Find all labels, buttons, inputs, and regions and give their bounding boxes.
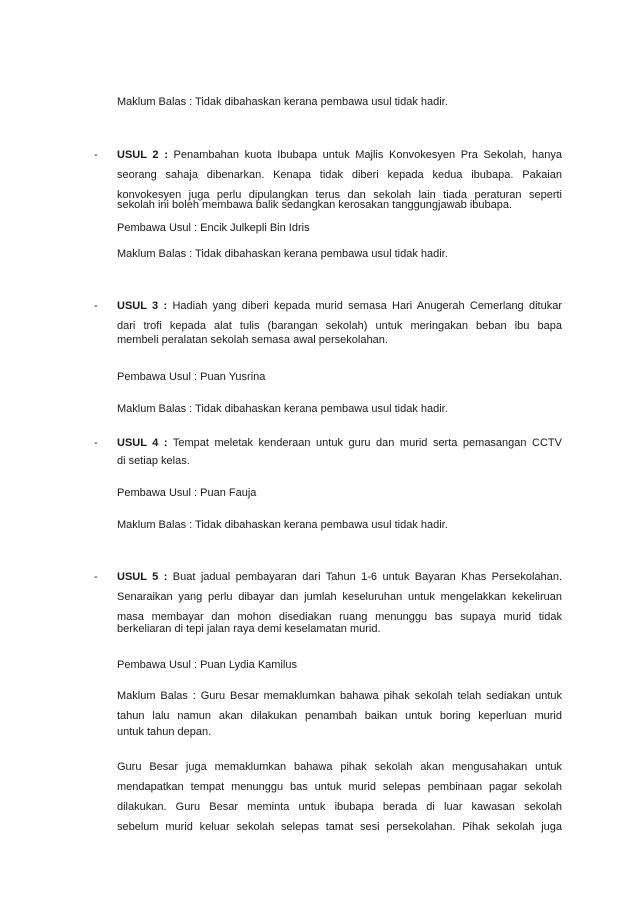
top-feedback: Maklum Balas : Tidak dibahaskan kerana pembawa usul tidak hadir. — [117, 96, 448, 108]
usul-3-line-2: dari trofi kepada alat tulis (barangan sekolah) untuk meringakan beban ibu bapa — [117, 320, 562, 332]
usul-4-proposer: Pembawa Usul : Puan Fauja — [117, 487, 257, 499]
usul-3-line-1-text: Hadiah yang diberi kepada murid semasa Hari Anugerah Cemerlang ditukar — [172, 300, 562, 312]
usul-3-proposer: Pembawa Usul : Puan Yusrina — [117, 371, 266, 383]
usul-4-feedback: Maklum Balas : Tidak dibahaskan kerana pembawa usul tidak hadir. — [117, 519, 448, 531]
usul-5-feedback-line-2: tahun lalu namun akan dilakukan penambah baikan untuk boring keperluan murid — [117, 710, 562, 722]
usul-2-feedback: Maklum Balas : Tidak dibahaskan kerana pembawa usul tidak hadir. — [117, 248, 448, 260]
usul-2-line-1-text: Penambahan kuota Ibubapa untuk Majlis Konvokesyen Pra Sekolah, hanya — [173, 149, 562, 161]
usul-2-line-2: seorang sahaja dibenarkan. Kenapa tidak diberi kepada kedua ibubapa. Pakaian — [117, 169, 562, 181]
usul-5-line-1 — [117, 567, 562, 587]
usul-5-line-2: Senaraikan yang perlu dibayar dan jumlah keseluruhan untuk mengelakkan kekeliruan — [117, 591, 562, 603]
usul-3-line-1 — [117, 296, 562, 316]
usul-5-line-1-text: Buat jadual pembayaran dari Tahun 1-6 untuk Bayaran Khas Persekolahan. — [172, 571, 562, 583]
usul-4-heading: USUL 4 : — [117, 437, 168, 449]
usul-4-line-1-text: Tempat meletak kenderaan untuk guru dan murid serta pemasangan CCTV — [172, 437, 562, 449]
usul-5-extra-line-1: Guru Besar juga memaklumkan bahawa pihak sekolah akan mengusahakan untuk — [117, 761, 562, 773]
usul-3-heading: USUL 3 : — [117, 300, 168, 312]
usul-2-line-3: konvokesyen juga perlu dipulangkan terus dan sekolah lain tiada peraturan seperti — [117, 189, 562, 201]
usul-5-proposer: Pembawa Usul : Puan Lydia Kamilus — [117, 659, 297, 671]
bullet-usul-5: - — [94, 571, 98, 583]
bullet-usul-3: - — [94, 300, 98, 312]
bullet-usul-2: - — [94, 149, 98, 161]
usul-5-extra-line-3: dilakukan. Guru Besar meminta untuk ibubapa berada di luar kawasan sekolah — [117, 801, 562, 813]
usul-5-extra-line-2: mendapatkan tempat menunggu bas untuk murid selepas pembinaan pagar sekolah — [117, 781, 562, 793]
usul-5-line-4: berkeliaran di tepi jalan raya demi keselamatan murid. — [117, 623, 381, 635]
usul-2-heading: USUL 2 : — [117, 149, 168, 161]
usul-4-line-1 — [117, 433, 562, 453]
usul-2-proposer: Pembawa Usul : Encik Julkepli Bin Idris — [117, 222, 310, 234]
usul-2-line-4: sekolah ini boleh membawa balik sedangkan kerosakan tanggungjawab ibubapa. — [117, 199, 513, 211]
usul-5-line-3: masa membayar dan mohon disediakan ruang menunggu bas supaya murid tidak — [117, 611, 562, 623]
usul-2-line-1 — [117, 145, 562, 165]
usul-4-line-2: di setiap kelas. — [117, 455, 190, 467]
usul-3-line-3: membeli peralatan sekolah semasa awal persekolahan. — [117, 334, 388, 346]
bullet-usul-4: - — [94, 437, 98, 449]
usul-5-feedback-line-3: untuk tahun depan. — [117, 726, 212, 738]
usul-3-feedback: Maklum Balas : Tidak dibahaskan kerana pembawa usul tidak hadir. — [117, 403, 448, 415]
usul-5-feedback-line-1: Maklum Balas : Guru Besar memaklumkan bahawa pihak sekolah telah sediakan untuk — [117, 690, 562, 702]
usul-5-heading: USUL 5 : — [117, 571, 168, 583]
usul-5-extra-line-4: sebelum murid keluar sekolah selepas tamat sesi persekolahan. Pihak sekolah juga — [117, 821, 562, 833]
